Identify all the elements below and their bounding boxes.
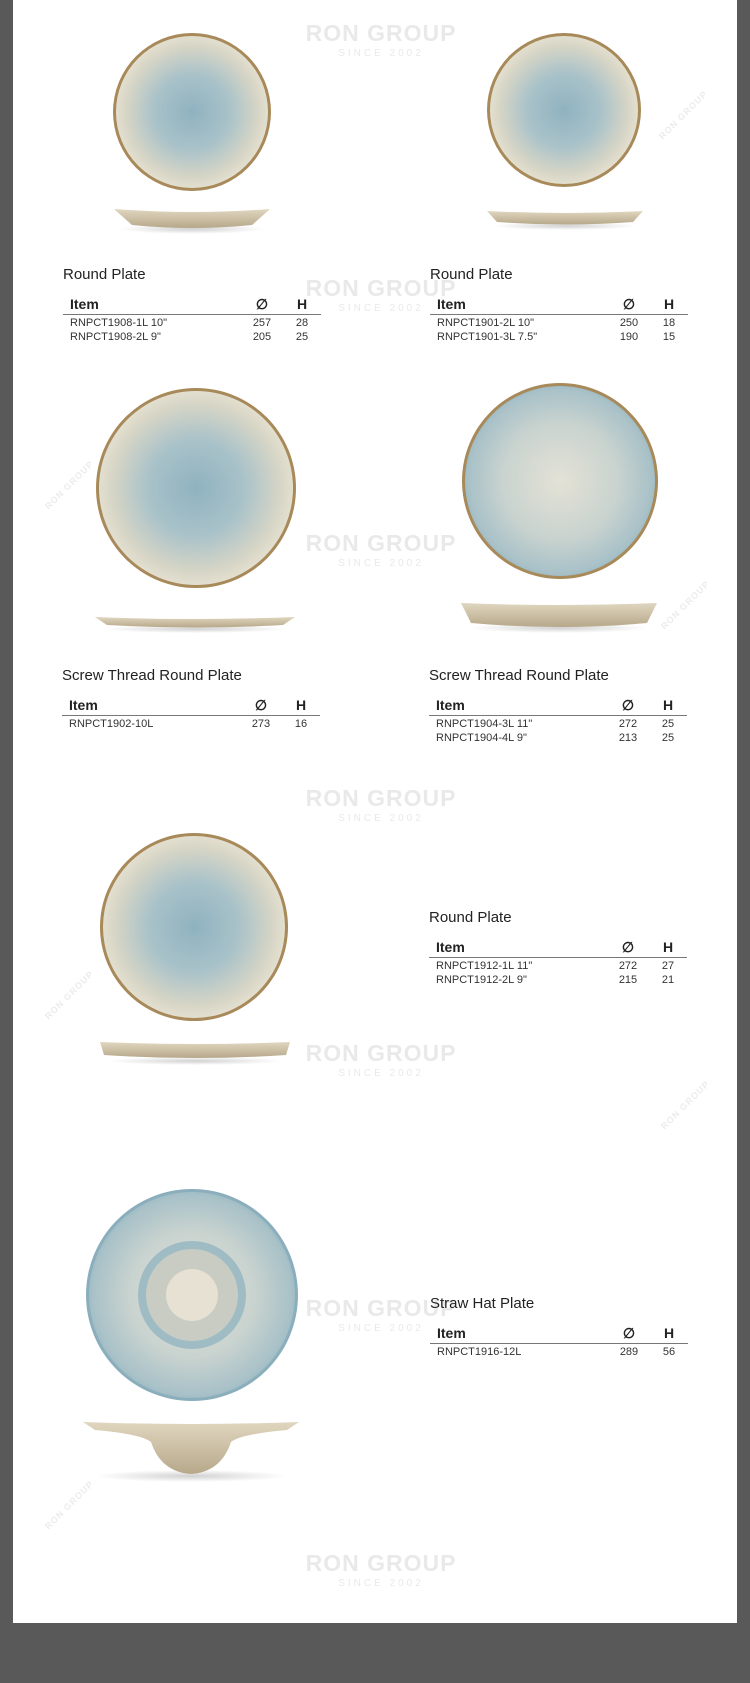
plate-top-image — [486, 32, 642, 188]
spec-table — [430, 1323, 688, 1358]
watermark-diagonal: RON GROUP — [658, 578, 712, 632]
diameter-value: 257 — [252, 317, 272, 329]
spec-table — [430, 294, 688, 343]
spec-row — [429, 730, 687, 744]
product-title: Screw Thread Round Plate — [62, 667, 242, 684]
plate-side-image — [485, 207, 645, 231]
product-title: Round Plate — [63, 266, 146, 283]
watermark-since: SINCE 2002 — [338, 813, 424, 824]
height-column-header: H — [663, 296, 675, 312]
height-value: 18 — [662, 317, 676, 329]
product-title: Round Plate — [430, 266, 513, 283]
diameter-value: 272 — [618, 960, 638, 972]
spec-header — [429, 695, 687, 716]
diameter-value: 215 — [618, 974, 638, 986]
spec-header — [430, 294, 688, 315]
watermark-diagonal: RON GROUP — [42, 1478, 96, 1532]
watermark — [281, 530, 481, 569]
spec-header — [62, 695, 320, 716]
item-code: RNPCT1912-1L 11" — [436, 960, 533, 972]
height-value: 15 — [662, 331, 676, 343]
spec-table — [429, 695, 687, 744]
catalog-sheet — [13, 0, 737, 1623]
spec-row — [430, 1344, 688, 1358]
item-column-header: Item — [437, 1325, 466, 1341]
item-code: RNPCT1912-2L 9" — [436, 974, 527, 986]
item-code: RNPCT1916-12L — [437, 1346, 522, 1358]
plate-side-image — [93, 612, 297, 634]
item-column-header: Item — [437, 296, 466, 312]
height-column-header: H — [663, 1325, 675, 1341]
item-column-header: Item — [69, 697, 98, 713]
item-column-header: Item — [436, 697, 465, 713]
plate-side-image — [81, 1418, 301, 1484]
watermark — [281, 1550, 481, 1589]
watermark-brand: RON GROUP — [305, 1550, 457, 1576]
product-title: Round Plate — [429, 909, 512, 926]
item-code: RNPCT1904-4L 9" — [436, 732, 527, 744]
height-column-header: H — [662, 939, 674, 955]
item-code: RNPCT1902-10L — [69, 718, 154, 730]
item-code: RNPCT1908-2L 9" — [70, 331, 161, 343]
watermark-diagonal: RON GROUP — [656, 88, 710, 142]
watermark — [281, 20, 481, 59]
watermark-since: SINCE 2002 — [338, 48, 424, 59]
height-value: 21 — [661, 974, 675, 986]
item-code: RNPCT1908-1L 10" — [70, 317, 168, 329]
spec-row — [429, 716, 687, 730]
spec-row — [63, 329, 321, 343]
watermark — [281, 785, 481, 824]
plate-top-image — [85, 1188, 299, 1402]
spec-header — [429, 937, 687, 958]
diameter-value: 289 — [619, 1346, 639, 1358]
watermark-since: SINCE 2002 — [338, 1068, 424, 1079]
spec-row — [430, 315, 688, 329]
spec-header — [430, 1323, 688, 1344]
diameter-column-header: ∅ — [622, 1325, 636, 1341]
watermark-diagonal: RON GROUP — [658, 1078, 712, 1132]
height-value: 25 — [661, 732, 675, 744]
plate-side-image — [98, 1039, 292, 1067]
plate-top-image — [112, 32, 272, 192]
watermark-since: SINCE 2002 — [338, 303, 424, 314]
spec-row — [62, 716, 320, 730]
watermark-since: SINCE 2002 — [338, 1578, 424, 1589]
item-code: RNPCT1901-2L 10" — [437, 317, 535, 329]
watermark-brand: RON GROUP — [305, 1040, 457, 1066]
spec-row — [429, 972, 687, 986]
diameter-column-header: ∅ — [255, 296, 269, 312]
spec-row — [430, 329, 688, 343]
plate-top-image — [461, 382, 659, 580]
item-column-header: Item — [436, 939, 465, 955]
spec-header — [63, 294, 321, 315]
height-value: 56 — [662, 1346, 676, 1358]
diameter-value: 273 — [251, 718, 271, 730]
height-value: 16 — [294, 718, 308, 730]
watermark-diagonal: RON GROUP — [42, 458, 96, 512]
watermark-since: SINCE 2002 — [338, 1323, 424, 1334]
watermark-since: SINCE 2002 — [338, 558, 424, 569]
height-value: 27 — [661, 960, 675, 972]
diameter-column-header: ∅ — [622, 296, 636, 312]
item-code: RNPCT1901-3L 7.5" — [437, 331, 538, 343]
diameter-value: 272 — [618, 718, 638, 730]
diameter-value: 250 — [619, 317, 639, 329]
spec-table — [63, 294, 321, 343]
spec-table — [429, 937, 687, 986]
watermark-brand: RON GROUP — [305, 530, 457, 556]
diameter-column-header: ∅ — [254, 697, 268, 713]
spec-row — [63, 315, 321, 329]
height-column-header: H — [295, 697, 307, 713]
plate-side-image — [459, 601, 659, 635]
item-code: RNPCT1904-3L 11" — [436, 718, 533, 730]
diameter-column-header: ∅ — [621, 697, 635, 713]
height-value: 25 — [661, 718, 675, 730]
spec-row — [429, 958, 687, 972]
item-column-header: Item — [70, 296, 99, 312]
diameter-value: 213 — [618, 732, 638, 744]
plate-top-image — [95, 387, 297, 589]
spec-table — [62, 695, 320, 730]
product-title: Straw Hat Plate — [430, 1295, 535, 1312]
height-value: 25 — [295, 331, 309, 343]
watermark-brand: RON GROUP — [305, 275, 457, 301]
diameter-column-header: ∅ — [621, 939, 635, 955]
watermark-brand: RON GROUP — [305, 20, 457, 46]
product-title: Screw Thread Round Plate — [429, 667, 609, 684]
height-value: 28 — [295, 317, 309, 329]
height-column-header: H — [662, 697, 674, 713]
height-column-header: H — [296, 296, 308, 312]
diameter-value: 205 — [252, 331, 272, 343]
watermark-diagonal: RON GROUP — [42, 968, 96, 1022]
watermark — [281, 1040, 481, 1079]
watermark-brand: RON GROUP — [305, 785, 457, 811]
diameter-value: 190 — [619, 331, 639, 343]
watermark-brand: RON GROUP — [305, 1295, 457, 1321]
plate-side-image — [112, 205, 272, 235]
plate-top-image — [99, 832, 289, 1022]
